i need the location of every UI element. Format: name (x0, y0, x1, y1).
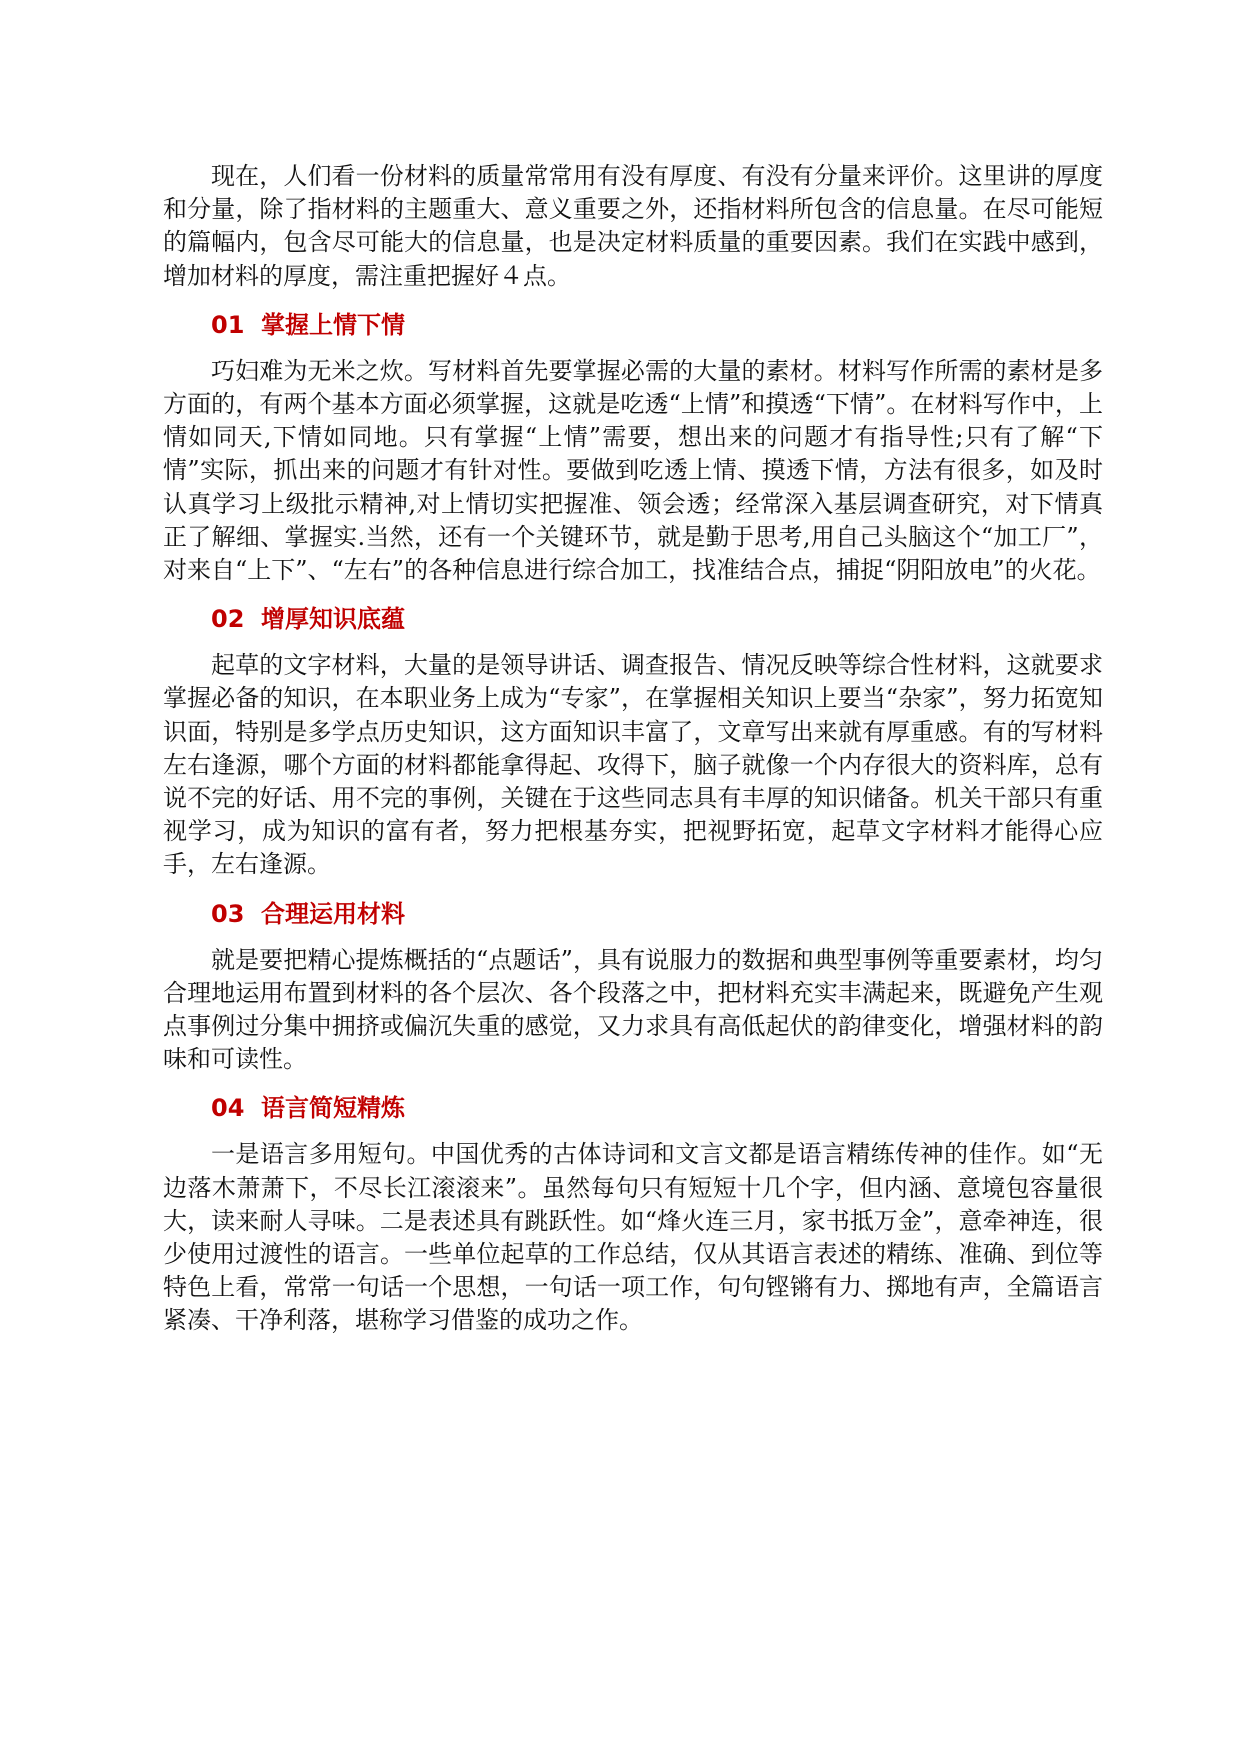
section-heading-02 (163, 603, 1103, 635)
section-title: 增厚知识底蕴 (261, 605, 405, 634)
section-heading-04 (163, 1092, 1103, 1124)
section-paragraph-01: 巧妇难为无米之炊。写材料首先要掌握必需的大量的素材。材料写作所需的素材是多方面的，有两个基本方面必须掌握，这就是吃透“上情”和摸透“下情”。在材料写作中，上情如同天,下情如同地。只有掌握“上情”需要，想出来的问题才有指导性;只有了解“下情”实际，抓出来的问题才有针对性。要做到吃透上情、摸透下情，方法有很多，如及时认真学习上级批示精神,对上情切实把握准、领会透；经常深入基层调查研究，对下情真正了解细、掌握实.当然，还有一个关键环节，就是勤于思考,用自己头脑这个“加工厂”，对来自“上下”、“左右”的各种信息进行综合加工，找准结合点，捕捉“阴阳放电”的火花。 (163, 356, 1103, 585)
section-paragraph-04: 一是语言多用短句。中国优秀的古体诗词和文言文都是语言精练传神的佳作。如“无边落木萧萧下，不尽长江滚滚来”。虽然每句只有短短十几个字，但内涵、意境包容量很大，读来耐人寻味。二是表述具有跳跃性。如“烽火连三月，家书抵万金”，意牵神连，很少使用过渡性的语言。一些单位起草的工作总结，仅从其语言表述的精练、准确、到位等特色上看，常常一句话一个思想，一句话一项工作，句句铿锵有力、掷地有声，全篇语言紧凑、干净利落，堪称学习借鉴的成功之作。 (163, 1140, 1103, 1335)
section-number: 01 (211, 310, 245, 339)
document-body (163, 160, 1103, 1338)
section-title: 语言简短精炼 (261, 1094, 405, 1123)
section-heading-03 (163, 898, 1103, 930)
section-title: 掌握上情下情 (261, 310, 405, 339)
section-title: 合理运用材料 (261, 899, 405, 928)
section-number: 02 (211, 605, 245, 634)
section-paragraph-03: 就是要把精心提炼概括的“点题话”，具有说服力的数据和典型事例等重要素材，均匀合理地运用布置到材料的各个层次、各个段落之中，把材料充实丰满起来，既避免产生观点事例过分集中拥挤或偏沉失重的感觉，又力求具有高低起伏的韵律变化，增强材料的韵味和可读性。 (163, 945, 1103, 1074)
section-paragraph-02: 起草的文字材料，大量的是领导讲话、调查报告、情况反映等综合性材料，这就要求掌握必备的知识，在本职业务上成为“专家”，在掌握相关知识上要当“杂家”，努力拓宽知识面，特别是多学点历史知识，这方面知识丰富了，文章写出来就有厚重感。有的写材料左右逢源，哪个方面的材料都能拿得起、攻得下，脑子就像一个内存很大的资料库，总有说不完的好话、用不完的事例，关键在于这些同志具有丰厚的知识储备。机关干部只有重视学习，成为知识的富有者，努力把根基夯实，把视野拓宽，起草文字材料才能得心应手，左右逢源。 (163, 651, 1103, 879)
intro-paragraph: 现在，人们看一份材料的质量常常用有没有厚度、有没有分量来评价。这里讲的厚度和分量，除了指材料的主题重大、意义重要之外，还指材料所包含的信息量。在尽可能短的篇幅内，包含尽可能大的信息量，也是决定材料质量的重要因素。我们在实践中感到，增加材料的厚度，需注重把握好４点。 (163, 162, 1103, 290)
section-number: 04 (211, 1094, 245, 1123)
section-heading-01 (163, 309, 1103, 341)
section-number: 03 (211, 899, 245, 928)
